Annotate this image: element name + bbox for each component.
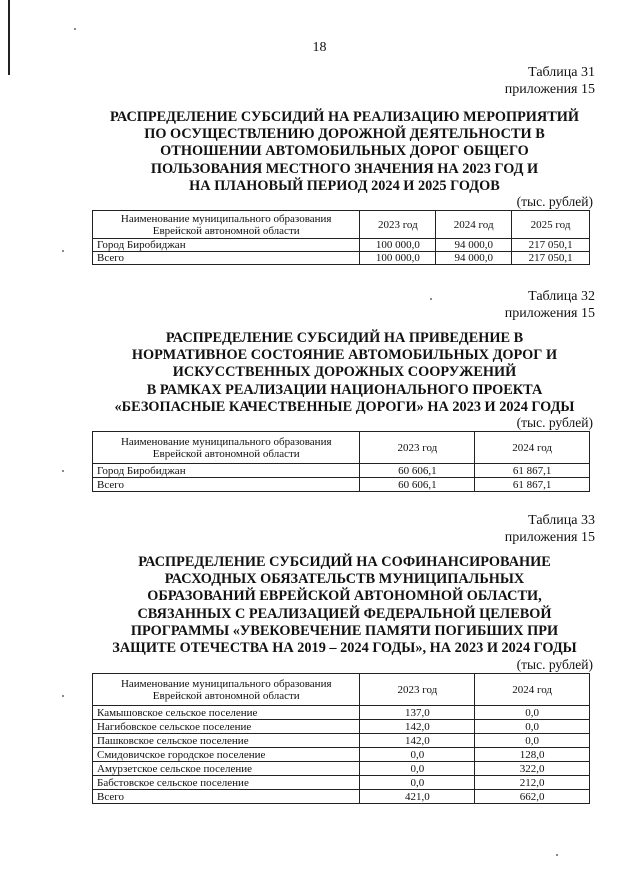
table-33-number: Таблица 33 (528, 513, 595, 528)
table-32-annex: приложения 15 (504, 306, 595, 321)
table-32-unit: (тыс. рублей) (516, 415, 593, 430)
title-line: РАСПРЕДЕЛЕНИЕ СУБСИДИЙ НА РЕАЛИЗАЦИЮ МЕРОПРИЯТИЙ (109, 109, 580, 125)
table-33-annex: приложения 15 (504, 530, 595, 545)
title-line: ПО ОСУЩЕСТВЛЕНИЮ ДОРОЖНОЙ ДЕЯТЕЛЬНОСТИ В (144, 126, 545, 143)
name-cell: Бабстовское сельское поселение (93, 776, 360, 790)
value-cell: 100 000,0 (360, 239, 436, 252)
table-row (93, 762, 590, 776)
value-cell: 61 867,1 (475, 478, 590, 492)
value-cell: 421,0 (360, 790, 475, 804)
title-line: ПОЛЬЗОВАНИЯ МЕСТНОГО ЗНАЧЕНИЯ НА 2023 ГОД И (150, 160, 539, 177)
value-cell: 0,0 (360, 776, 475, 790)
table-31-unit: (тыс. рублей) (516, 194, 593, 209)
value-cell: 0,0 (360, 762, 475, 776)
table-row (93, 706, 590, 720)
scan-speck (62, 470, 64, 472)
header-name-cell: Наименование муниципального образования Еврейской автономной области (93, 432, 360, 464)
header-year-cell: 2023 год (360, 674, 475, 706)
table-total-row (93, 252, 590, 265)
table-row (93, 464, 590, 478)
name-cell: Нагибовское сельское поселение (93, 720, 360, 734)
header-year-cell: 2024 год (475, 432, 590, 464)
name-cell: Город Биробиджан (93, 464, 360, 478)
title-line: ОТНОШЕНИИ АВТОМОБИЛЬНЫХ ДОРОГ ОБЩЕГО (160, 143, 529, 160)
name-cell: Всего (93, 252, 360, 265)
value-cell: 0,0 (360, 748, 475, 762)
value-cell: 137,0 (360, 706, 475, 720)
value-cell: 142,0 (360, 720, 475, 734)
title-line: ИСКУССТВЕННЫХ ДОРОЖНЫХ СООРУЖЕНИЙ (172, 364, 517, 381)
header-year-cell: 2025 год (512, 211, 590, 239)
table-row (93, 239, 590, 252)
table-31-reference (505, 64, 595, 98)
title-line: ОБРАЗОВАНИЙ ЕВРЕЙСКОЙ АВТОНОМНОЙ ОБЛАСТИ, (147, 588, 542, 605)
table-total-row (93, 790, 590, 804)
title-line: РАСПРЕДЕЛЕНИЕ СУБСИДИЙ НА СОФИНАНСИРОВАНИЕ (138, 554, 551, 570)
table-31-annex: приложения 15 (504, 82, 595, 97)
scan-speck (430, 298, 432, 300)
table-row (93, 748, 590, 762)
title-line: РАСХОДНЫХ ОБЯЗАТЕЛЬСТВ МУНИЦИПАЛЬНЫХ (164, 571, 525, 588)
table-32 (92, 431, 590, 492)
title-line: «БЕЗОПАСНЫЕ КАЧЕСТВЕННЫЕ ДОРОГИ» НА 2023 И 2024 ГОДЫ (114, 398, 575, 415)
title-line: ЗАЩИТЕ ОТЕЧЕСТВА НА 2019 – 2024 ГОДЫ», НА 2023 И 2024 ГОДЫ (112, 640, 577, 657)
title-line: В РАМКАХ РЕАЛИЗАЦИИ НАЦИОНАЛЬНОГО ПРОЕКТА (146, 381, 543, 398)
table-33 (92, 673, 590, 804)
table-row (93, 734, 590, 748)
page-number: 18 (312, 40, 327, 55)
name-cell: Всего (93, 478, 360, 492)
title-line: НА ПЛАНОВЫЙ ПЕРИОД 2024 И 2025 ГОДОВ (189, 177, 500, 194)
value-cell: 60 606,1 (360, 464, 475, 478)
name-cell: Амурзетское сельское поселение (93, 762, 360, 776)
table-31-number: Таблица 31 (528, 65, 595, 80)
name-cell: Камышовское сельское поселение (93, 706, 360, 720)
value-cell: 0,0 (475, 734, 590, 748)
table-32-title (96, 330, 593, 416)
table-32-number: Таблица 32 (528, 289, 595, 304)
table-33-unit: (тыс. рублей) (516, 657, 593, 672)
header-year-cell: 2023 год (360, 211, 436, 239)
header-year-cell: 2023 год (360, 432, 475, 464)
value-cell: 60 606,1 (360, 478, 475, 492)
value-cell: 212,0 (475, 776, 590, 790)
table-row (93, 776, 590, 790)
value-cell: 142,0 (360, 734, 475, 748)
value-cell: 0,0 (475, 706, 590, 720)
table-32-reference (505, 288, 595, 322)
value-cell: 94 000,0 (436, 239, 512, 252)
table-header-row (93, 674, 590, 706)
value-cell: 662,0 (475, 790, 590, 804)
table-header-row (93, 432, 590, 464)
title-line: НОРМАТИВНОЕ СОСТОЯНИЕ АВТОМОБИЛЬНЫХ ДОРОГ И (131, 347, 558, 364)
value-cell: 217 050,1 (512, 252, 590, 265)
scan-edge-mark (8, 0, 10, 75)
table-33-title (96, 554, 593, 657)
value-cell: 0,0 (475, 720, 590, 734)
value-cell: 322,0 (475, 762, 590, 776)
value-cell: 94 000,0 (436, 252, 512, 265)
header-year-cell: 2024 год (436, 211, 512, 239)
value-cell: 128,0 (475, 748, 590, 762)
scan-speck (62, 250, 64, 252)
name-cell: Смидовичское городское поселение (93, 748, 360, 762)
name-cell: Всего (93, 790, 360, 804)
header-name-cell: Наименование муниципального образования Еврейской автономной области (93, 211, 360, 239)
header-name-cell: Наименование муниципального образования Еврейской автономной области (93, 674, 360, 706)
table-31 (92, 210, 590, 265)
name-cell: Город Биробиджан (93, 239, 360, 252)
value-cell: 100 000,0 (360, 252, 436, 265)
table-row (93, 720, 590, 734)
scan-speck (74, 28, 76, 30)
scan-speck (62, 695, 64, 697)
name-cell: Пашковское сельское поселение (93, 734, 360, 748)
scan-speck (556, 854, 558, 856)
value-cell: 61 867,1 (475, 464, 590, 478)
table-total-row (93, 478, 590, 492)
title-line: СВЯЗАННЫХ С РЕАЛИЗАЦИЕЙ ФЕДЕРАЛЬНОЙ ЦЕЛЕВОЙ (137, 605, 552, 622)
table-header-row (93, 211, 590, 239)
title-line: РАСПРЕДЕЛЕНИЕ СУБСИДИЙ НА ПРИВЕДЕНИЕ В (165, 330, 524, 346)
header-year-cell: 2024 год (475, 674, 590, 706)
value-cell: 217 050,1 (512, 239, 590, 252)
table-33-reference (505, 512, 595, 546)
title-line: ПРОГРАММЫ «УВЕКОВЕЧЕНИЕ ПАМЯТИ ПОГИБШИХ ПРИ (130, 622, 559, 639)
table-31-title (96, 109, 593, 195)
